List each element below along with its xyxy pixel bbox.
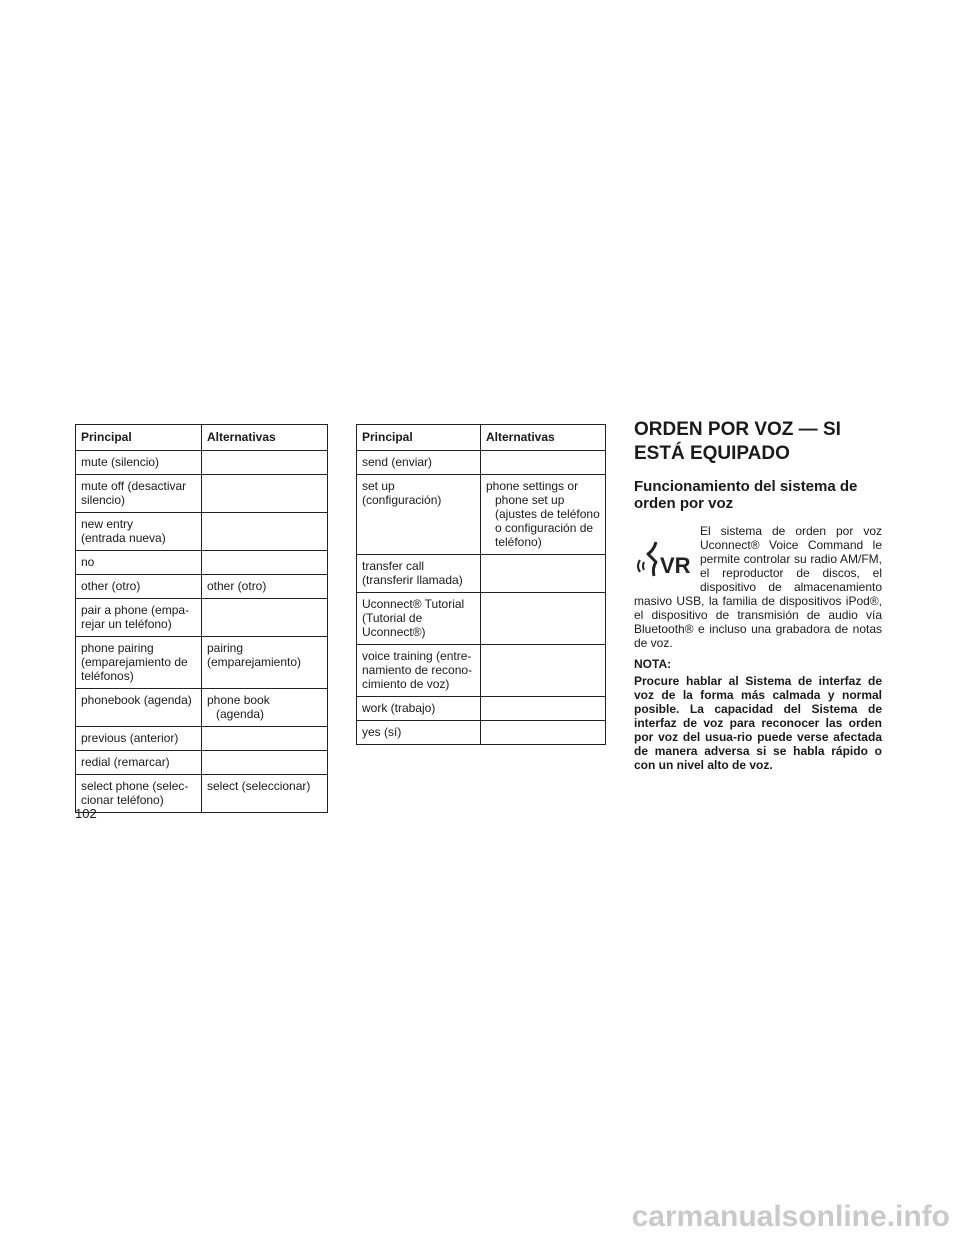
cell-alternativas [481, 645, 606, 697]
table-row [76, 575, 328, 599]
cell-principal: redial (remarcar) [76, 751, 202, 775]
cell-principal: select phone (selec- cionar teléfono) [76, 775, 202, 813]
cell-alternativas: phone book (agenda) [202, 689, 328, 727]
cell-alternativas: other (otro) [202, 575, 328, 599]
table-row [76, 475, 328, 513]
cell-principal: yes (sí) [357, 721, 481, 745]
table-row [76, 751, 328, 775]
cell-principal: mute (silencio) [76, 451, 202, 475]
cell-alternativas [202, 451, 328, 475]
section-subtitle: Funcionamiento del sistema de orden por voz [634, 478, 858, 512]
cell-alternativas: phone settings or phone set up (ajustes de teléfono o configuración de teléfono) [481, 475, 606, 555]
cell-principal: work (trabajo) [357, 697, 481, 721]
cell-alternativas: pairing (emparejamiento) [202, 637, 328, 689]
cell-principal: previous (anterior) [76, 727, 202, 751]
cell-principal: mute off (desactivar silencio) [76, 475, 202, 513]
table-row [76, 551, 328, 575]
page-number: 102 [75, 806, 97, 821]
cell-principal: send (enviar) [357, 451, 481, 475]
cell-principal: transfer call (transferir llamada) [357, 555, 481, 593]
cell-alternativas: select (seleccionar) [202, 775, 328, 813]
note-label: NOTA: [634, 657, 672, 671]
table-row [357, 645, 606, 697]
table-row [76, 689, 328, 727]
cell-principal: voice training (entre- namiento de recono- cimiento de voz) [357, 645, 481, 697]
cell-alternativas [202, 513, 328, 551]
table-row [76, 727, 328, 751]
table-row [357, 555, 606, 593]
cell-alternativas [202, 751, 328, 775]
cell-alternativas [481, 593, 606, 645]
section-body: El sistema de orden por voz Uconnect® Voice Command le permite controlar su radio AM/FM, el reproductor de discos, el dispositivo de almacenamiento masivo USB, la familia de dispositivos iPod®, el dispositivo de transmisión de audio vía Bluetooth® e incluso una grabadora de notas de voz. [634, 524, 882, 650]
cell-principal: phonebook (agenda) [76, 689, 202, 727]
section-title: ORDEN POR VOZ — SI ESTÁ EQUIPADO [634, 419, 841, 464]
cell-alternativas [481, 555, 606, 593]
cell-principal: other (otro) [76, 575, 202, 599]
cell-principal: phone pairing (emparejamiento de teléfonos) [76, 637, 202, 689]
note-text: Procure hablar al Sistema de interfaz de voz de la forma más calmada y normal posible. La capacidad del Sistema de interfaz de voz para reconocer las orden por voz del usua-rio puede verse afectada de manera adversa si se habla rápido o con un nivel alto de voz. [634, 674, 882, 772]
cell-alternativas [202, 551, 328, 575]
table-row [76, 637, 328, 689]
watermark-text: carmanualsonline.info [631, 1200, 950, 1233]
header-alternativas: Alternativas [202, 425, 328, 451]
header-principal: Principal [357, 425, 481, 451]
table-row [357, 593, 606, 645]
header-alternativas: Alternativas [481, 425, 606, 451]
table-header-row [357, 425, 606, 451]
cell-principal: Uconnect® Tutorial (Tutorial de Uconnect®) [357, 593, 481, 645]
svg-text:VR: VR [660, 553, 690, 578]
cell-alternativas [481, 451, 606, 475]
table-header-row [76, 425, 328, 451]
table-row [76, 451, 328, 475]
table-row [357, 721, 606, 745]
header-principal: Principal [76, 425, 202, 451]
cell-alternativas [202, 727, 328, 751]
cell-principal: new entry (entrada nueva) [76, 513, 202, 551]
cell-alternativas [481, 697, 606, 721]
table-row [357, 451, 606, 475]
voice-commands-table-right [356, 424, 606, 745]
cell-principal: no [76, 551, 202, 575]
cell-alternativas [202, 475, 328, 513]
voice-recognition-vr-icon [634, 530, 690, 590]
cell-alternativas [202, 599, 328, 637]
table-row [76, 775, 328, 813]
voice-commands-table-left [75, 424, 328, 813]
voice-command-section [634, 418, 882, 772]
cell-principal: pair a phone (empa- rejar un teléfono) [76, 599, 202, 637]
table-row [76, 513, 328, 551]
cell-alternativas [481, 721, 606, 745]
table-row [357, 697, 606, 721]
table-row [357, 475, 606, 555]
cell-principal: set up (configuración) [357, 475, 481, 555]
table-row [76, 599, 328, 637]
